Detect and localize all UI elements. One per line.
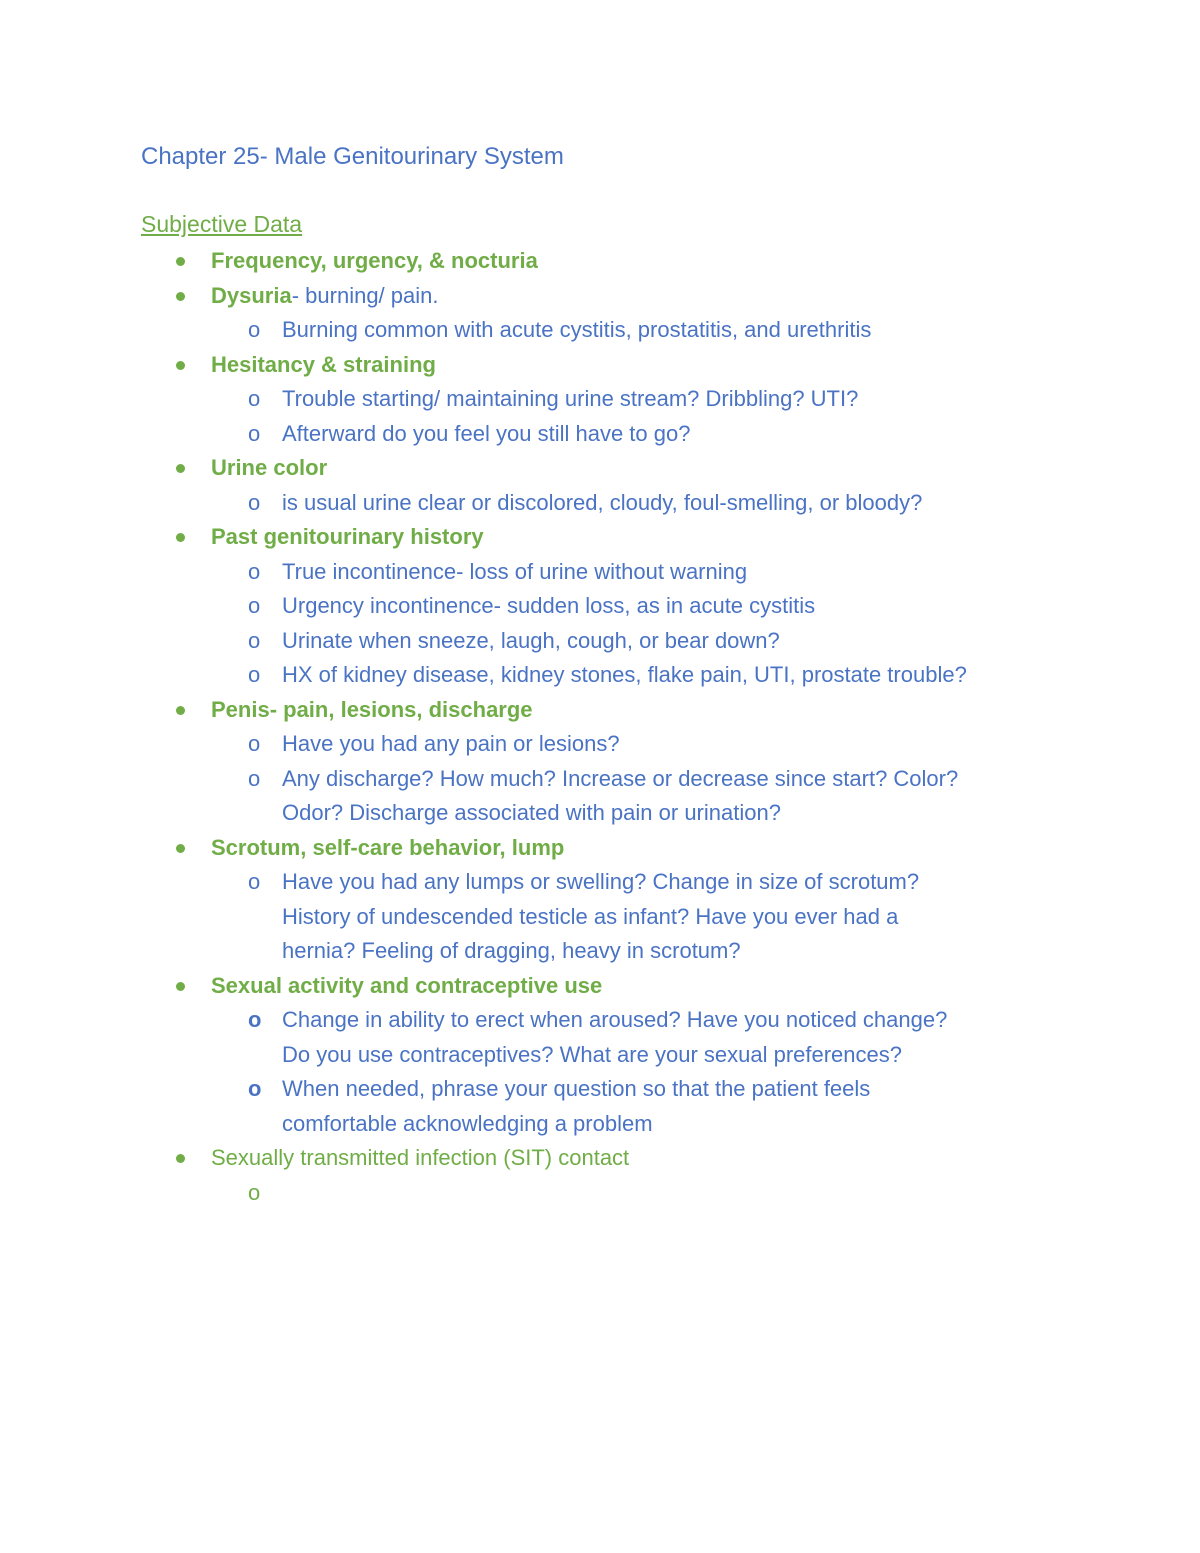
circle-bullet-icon: o: [248, 627, 261, 653]
list-item: [0, 244, 1200, 279]
sub-list-item-continuation: [0, 796, 1200, 831]
sub-list-item: [0, 762, 1200, 797]
sub-list-item: [0, 486, 1200, 521]
bullet-icon: [176, 257, 185, 266]
sub-list-item-text: Urgency incontinence- sudden loss, as in acute cystitis: [282, 593, 816, 618]
sub-list-item: [0, 624, 1200, 659]
list-item: [0, 520, 1200, 555]
sub-list-item: [0, 555, 1200, 590]
list-item: [0, 451, 1200, 486]
circle-bullet-icon: o: [248, 317, 261, 342]
list-item: [0, 969, 1200, 1004]
sub-list-item-continuation: [0, 1107, 1200, 1142]
circle-bullet-icon: o: [248, 662, 261, 687]
sub-list-item-text: Urinate when sneeze, laugh, cough, or bear down?: [282, 627, 780, 653]
circle-bullet-icon: o: [248, 593, 261, 618]
circle-bullet-icon: o: [248, 386, 261, 411]
list-item: [0, 693, 1200, 728]
bullet-icon: [176, 292, 185, 301]
page-title: Chapter 25- Male Genitourinary System: [141, 143, 564, 170]
list-item-label: Penis- pain, lesions, discharge: [211, 696, 533, 722]
list-item-label: Hesitancy & straining: [211, 351, 436, 377]
list-item: [0, 279, 1200, 314]
circle-bullet-icon: o: [248, 420, 261, 446]
sub-list-item: [0, 727, 1200, 762]
circle-bullet-icon: o: [248, 1179, 261, 1205]
list-item-label: Urine color: [211, 455, 328, 480]
bullet-icon: [176, 361, 185, 370]
list-item: [0, 1141, 1200, 1176]
list-item-label: Frequency, urgency, & nocturia: [211, 248, 538, 273]
sub-list-item-text: Any discharge? How much? Increase or decrease since start? Color?: [282, 765, 959, 791]
list-item-label: Dysuria: [211, 282, 292, 308]
list-item: [0, 831, 1200, 866]
circle-bullet-icon: o: [248, 869, 261, 894]
sub-list-item-text: Have you had any lumps or swelling? Change in size of scrotum?: [282, 869, 920, 894]
list-item-label: Scrotum, self-care behavior, lump: [211, 834, 565, 860]
sub-list-item: [0, 382, 1200, 417]
sub-list-item-empty: [0, 1176, 1200, 1211]
sub-list-item-text: comfortable acknowledging a problem: [282, 1110, 653, 1136]
circle-bullet-icon: o: [248, 1076, 262, 1101]
sub-list-item-text: Have you had any pain or lesions?: [282, 731, 620, 756]
list-item: [0, 348, 1200, 383]
sub-list-item-text: When needed, phrase your question so that the patient feels: [282, 1076, 871, 1101]
list-item-label: Past genitourinary history: [211, 524, 484, 549]
sub-list-item-text: History of undescended testicle as infant? Have you ever had a: [282, 903, 899, 929]
sub-list-item-text: [282, 1180, 288, 1205]
sub-list-item-text: Do you use contraceptives? What are your sexual preferences?: [282, 1041, 902, 1067]
sub-list-item: [0, 589, 1200, 624]
circle-bullet-icon: o: [248, 558, 261, 584]
bullet-list: [0, 244, 1200, 1210]
sub-list-item: [0, 658, 1200, 693]
sub-list-item: [0, 313, 1200, 348]
sub-list-item-text: hernia? Feeling of dragging, heavy in scrotum?: [282, 938, 741, 963]
circle-bullet-icon: o: [248, 1007, 262, 1032]
bullet-icon: [176, 1154, 185, 1163]
sub-list-item-continuation: [0, 934, 1200, 969]
sub-list-item-continuation: [0, 1038, 1200, 1073]
sub-list-item: [0, 417, 1200, 452]
sub-list-item: [0, 1072, 1200, 1107]
circle-bullet-icon: o: [248, 731, 261, 756]
section-heading: Subjective Data: [141, 211, 303, 237]
bullet-icon: [176, 533, 185, 542]
bullet-icon: [176, 844, 185, 853]
sub-list-item-continuation: [0, 900, 1200, 935]
sub-list-item-text: Burning common with acute cystitis, prostatitis, and urethritis: [282, 317, 872, 342]
list-item-label: Sexual activity and contraceptive use: [211, 972, 603, 998]
bullet-icon: [176, 706, 185, 715]
sub-list-item-text: Trouble starting/ maintaining urine stream? Dribbling? UTI?: [282, 386, 859, 411]
sub-list-item-text: True incontinence- loss of urine without warning: [282, 558, 748, 584]
sub-list-item-text: is usual urine clear or discolored, cloudy, foul-smelling, or bloody?: [282, 489, 923, 515]
sub-list-item-text: Afterward do you feel you still have to go?: [282, 420, 691, 446]
list-item-label: Sexually transmitted infection (SIT) contact: [211, 1145, 630, 1170]
list-item-detail: - burning/ pain.: [291, 282, 439, 308]
sub-list-item-text: Odor? Discharge associated with pain or urination?: [282, 800, 781, 825]
circle-bullet-icon: o: [248, 765, 261, 791]
bullet-icon: [176, 982, 185, 991]
bullet-icon: [176, 464, 185, 473]
circle-bullet-icon: o: [248, 489, 261, 515]
sub-list-item: [0, 1003, 1200, 1038]
sub-list-item-text: Change in ability to erect when aroused? Have you noticed change?: [282, 1007, 948, 1032]
sub-list-item: [0, 865, 1200, 900]
sub-list-item-text: HX of kidney disease, kidney stones, flake pain, UTI, prostate trouble?: [282, 662, 967, 687]
